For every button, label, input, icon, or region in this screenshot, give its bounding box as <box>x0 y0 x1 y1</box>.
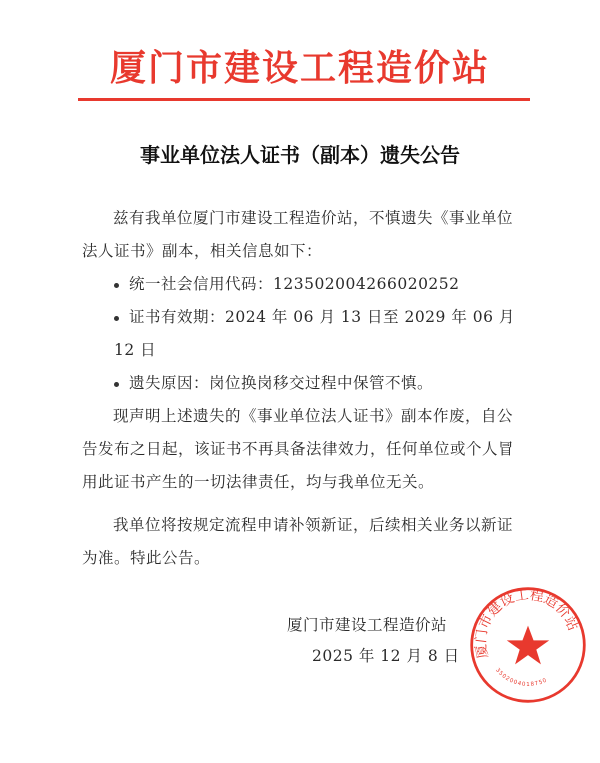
bullet-icon <box>114 316 119 321</box>
seal-star-icon <box>507 626 549 665</box>
list-item-text: 证书有效期：2024 年 06 月 13 日至 2029 年 06 月 12 日 <box>114 308 515 359</box>
bullet-icon <box>114 283 119 288</box>
letterhead-org-name: 厦门市建设工程造价站 <box>109 47 490 89</box>
closing-paragraph: 我单位将按规定流程申请补领新证，后续相关业务以新证为准。特此公告。 <box>82 516 514 567</box>
bullet-icon <box>114 382 119 387</box>
seal-number: 3502004018750 <box>494 667 549 688</box>
list-item <box>82 268 528 301</box>
letterhead-divider <box>78 98 530 101</box>
signature-org: 厦门市建设工程造价站 <box>287 616 448 634</box>
document-title: 事业单位法人证书（副本）遗失公告 <box>140 143 460 167</box>
declaration-paragraph: 现声明上述遗失的《事业单位法人证书》副本作废，自公告发布之日起，该证书不再具备法律效力，任何单位或个人冒用此证书产生的一切法律责任，均与我单位无关。 <box>82 407 515 491</box>
seal-text: 厦门市建设工程造价站 <box>473 587 581 660</box>
list-item-text: 统一社会信用代码：123502004266020252 <box>129 275 460 293</box>
intro-paragraph: 兹有我单位厦门市建设工程造价站，不慎遗失《事业单位法人证书》副本，相关信息如下： <box>82 209 514 260</box>
list-item <box>82 367 528 400</box>
signature-block <box>287 610 460 672</box>
document-body <box>82 202 528 575</box>
official-seal <box>468 585 588 705</box>
list-item-text: 遗失原因：岗位换岗移交过程中保管不慎。 <box>129 374 434 392</box>
signature-date: 2025 年 12 月 8 日 <box>312 647 460 665</box>
list-item <box>82 301 528 367</box>
